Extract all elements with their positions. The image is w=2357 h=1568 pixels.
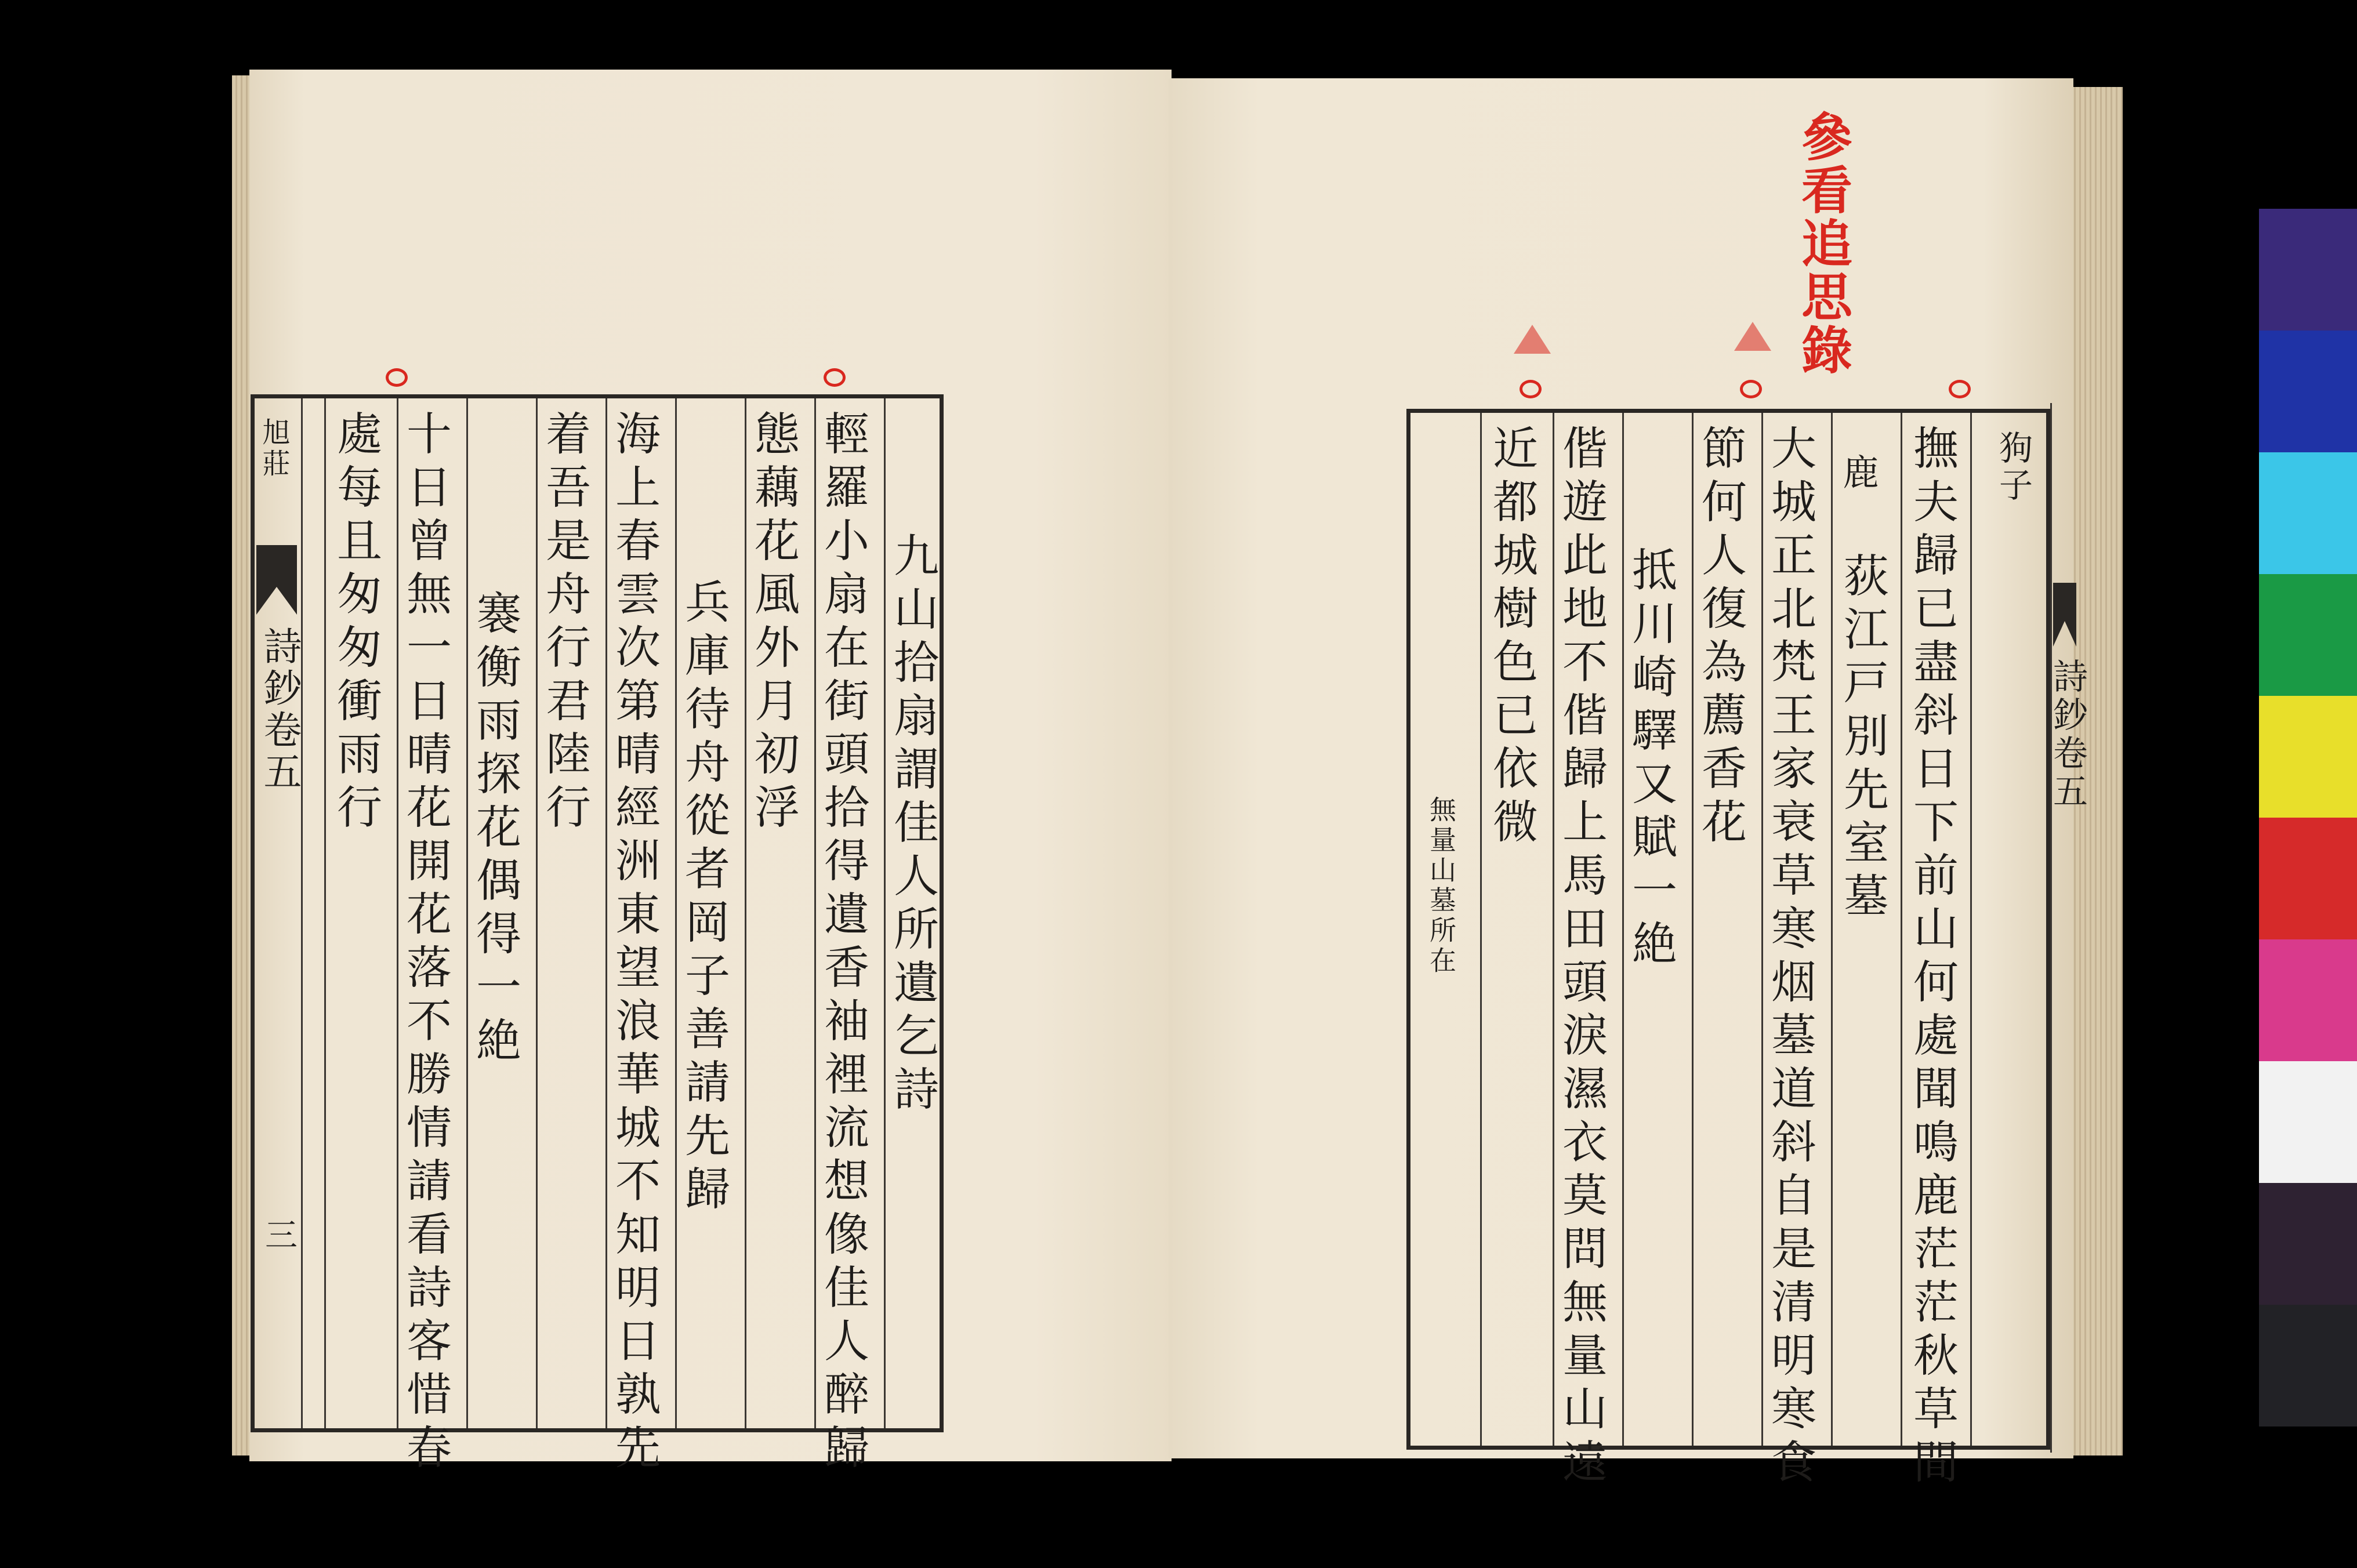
right-page — [1169, 78, 2088, 1491]
text-column: 着吾是舟行君陸行 — [538, 410, 590, 837]
text-column: 兵庫待舟從者岡子善請先歸 — [677, 578, 730, 1218]
left-text-frame — [251, 394, 944, 1477]
red-circle-mark — [386, 368, 408, 387]
color-chip — [2259, 1305, 2357, 1427]
color-chip — [2259, 452, 2357, 574]
text-column: 褰衡雨探花偶得一絶 — [469, 590, 521, 1070]
color-chip — [2259, 818, 2357, 939]
text-column: 抵川崎驛又賦一絶 — [1624, 546, 1677, 973]
red-circle-mark — [1949, 380, 1971, 398]
left-page — [249, 70, 1172, 1477]
text-column: 十日曾無一日晴花開花落不勝情請看詩客惜春 — [399, 410, 451, 1477]
text-column: 狗子 — [1993, 430, 2033, 504]
margin-book-title: 詩鈔卷五 — [2047, 658, 2088, 811]
margin-title: 旭莊 — [258, 418, 290, 480]
red-annotation: 參看追思錄 — [1793, 110, 1854, 377]
text-column: 偕遊此地不偕歸上馬田頭淚濕衣莫問無量山遠 — [1555, 424, 1607, 1491]
text-column: 撫夫歸已盡斜日下前山何處聞鳴鹿茫茫秋草間 — [1906, 424, 1958, 1491]
text-column: 海上春雲次第晴經洲東望浪華城不知明日孰先 — [608, 410, 660, 1477]
color-chip — [2259, 939, 2357, 1061]
red-triangle-mark — [1734, 322, 1771, 351]
color-chip — [2259, 1061, 2357, 1183]
text-column: 鹿 — [1837, 453, 1879, 498]
color-chip — [2259, 209, 2357, 331]
text-column: 態藕花風外月初浮 — [747, 410, 799, 837]
text-column: 九山拾扇謂佳人所遺乞詩 — [886, 532, 938, 1119]
text-column: 荻江戸別先室墓 — [1836, 552, 1888, 925]
text-column: 處每且匆匆衝雨行 — [329, 410, 382, 837]
text-column: 大城正北梵王家衰草寒烟墓道斜自是清明寒食 — [1764, 424, 1816, 1491]
red-circle-mark — [1740, 380, 1762, 398]
right-text-frame — [1406, 409, 2050, 1491]
color-chip — [2259, 1183, 2357, 1305]
text-column: 近都城樹色已依微 — [1485, 424, 1538, 851]
page-number: 三 — [260, 1218, 298, 1254]
red-triangle-mark — [1514, 325, 1551, 354]
color-chip — [2259, 331, 2357, 452]
color-chip — [2259, 696, 2357, 818]
margin-book-title: 詩鈔卷五 — [257, 626, 302, 793]
right-margin-strip — [2050, 403, 2075, 1453]
red-circle-mark — [1520, 380, 1542, 398]
text-column: 輕羅小扇在街頭拾得遺香袖裡流想像佳人醉歸 — [817, 410, 869, 1477]
red-circle-mark — [824, 368, 846, 387]
text-column: 節何人復為薦香花 — [1694, 424, 1746, 851]
text-column-note: 無量山墓所在 — [1426, 796, 1457, 977]
color-chip — [2259, 574, 2357, 696]
